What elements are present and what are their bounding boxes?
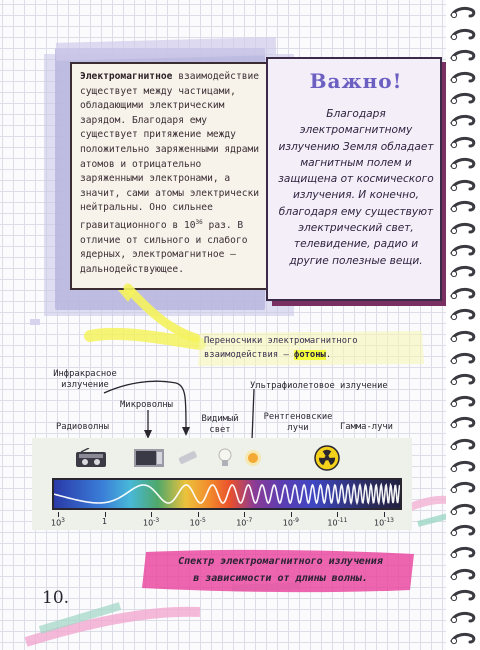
label-ultraviolet: Ультрафиолетовое излучение bbox=[250, 381, 388, 391]
spiral-coil bbox=[450, 136, 476, 150]
page-number: 10. bbox=[42, 588, 70, 608]
important-title: Важно! bbox=[309, 69, 403, 93]
spectrum-tick-label: $10^{-5}$ bbox=[189, 517, 206, 528]
spiral-coil bbox=[450, 49, 476, 63]
spiral-coil bbox=[450, 460, 476, 474]
spectrum-tick-label: $10^{-9}$ bbox=[282, 517, 299, 528]
spiral-coil bbox=[450, 265, 476, 279]
spiral-coil bbox=[450, 546, 476, 560]
spectrum-tick-label: 1 bbox=[102, 517, 108, 526]
spiral-coil bbox=[450, 6, 476, 20]
spiral-coil bbox=[450, 157, 476, 171]
spiral-coil bbox=[450, 589, 476, 603]
spiral-coil bbox=[450, 568, 476, 582]
spiral-coil bbox=[450, 632, 476, 646]
spectrum-tick-label: $10^{-7}$ bbox=[236, 517, 253, 528]
label-gamma: Гамма-лучи bbox=[340, 422, 393, 432]
spectrum-tick-label: $10^3$ bbox=[50, 517, 65, 528]
spiral-coil bbox=[450, 222, 476, 236]
spiral-coil bbox=[450, 481, 476, 495]
important-text: Благодаря электромагнитному излучению Земля обладает магнитным полем и защищена от космического излучения. И конечно, благодаря ему существуют электрический свет, телевидение, радио и другие полезные вещи. bbox=[278, 108, 434, 267]
spectrum-caption bbox=[148, 553, 413, 587]
definition-body-end: раз. В отличие от сильного и слабого ядерных, электромагнитное – дальнодействующее. bbox=[80, 220, 248, 275]
spiral-coil bbox=[450, 373, 476, 387]
spectrum-tick-label: $10^{-3}$ bbox=[143, 517, 160, 528]
spiral-coil bbox=[450, 200, 476, 214]
callout-text: Переносчики электромагнитного взаимодействия – bbox=[204, 336, 358, 360]
microwave-oven-icon bbox=[132, 443, 166, 473]
spiral-coil bbox=[450, 71, 476, 85]
spiral-coil bbox=[450, 244, 476, 258]
spiral-coil bbox=[450, 28, 476, 42]
spiral-coil bbox=[450, 92, 476, 106]
spiral-coil bbox=[450, 503, 476, 517]
spiral-coil bbox=[450, 114, 476, 128]
label-xray: Рентгеновские лучи bbox=[263, 412, 333, 433]
label-radio: Радиоволны bbox=[56, 422, 109, 432]
spiral-coil bbox=[450, 179, 476, 193]
remote-control-icon bbox=[176, 443, 200, 473]
spiral-binding bbox=[446, 0, 480, 650]
spiral-coil bbox=[450, 308, 476, 322]
spectrum-tick-label: $10^{-11}$ bbox=[327, 517, 348, 528]
spiral-coil bbox=[450, 352, 476, 366]
label-microwaves: Микроволны bbox=[120, 400, 173, 410]
spiral-coil bbox=[450, 330, 476, 344]
spectrum-bar bbox=[52, 478, 402, 510]
spiral-coil bbox=[450, 524, 476, 538]
callout-end: . bbox=[325, 350, 332, 360]
callout-photons: фотоны bbox=[294, 350, 326, 360]
spiral-coil bbox=[450, 611, 476, 625]
wave-line bbox=[54, 480, 400, 508]
spiral-coil bbox=[450, 395, 476, 409]
label-visible: Видимый свет bbox=[201, 414, 239, 435]
radiation-icon bbox=[312, 443, 342, 473]
light-bulb-icon bbox=[216, 443, 234, 473]
spiral-coil bbox=[450, 287, 476, 301]
caption-line2: в зависимости от длины волны. bbox=[193, 573, 368, 584]
definition-body: взаимодействие существует между частицами, обладающими электрическим зарядом. Благодаря ему существует притяжение между положительно заряженными ядрами атомов и отрицательно заряженными электронами, а значит, сами атомы электрически нейтральны. Оно сильнее гравитационного в 10 bbox=[80, 71, 260, 232]
label-infrared: Инфракрасное излучение bbox=[53, 369, 117, 390]
spiral-coil bbox=[450, 438, 476, 452]
radio-icon bbox=[74, 443, 108, 473]
spectrum-tick-label: $10^{-13}$ bbox=[374, 517, 394, 528]
spiral-coil bbox=[450, 416, 476, 430]
spectrum-icons bbox=[36, 443, 406, 475]
definition-exponent: 36 bbox=[195, 218, 203, 226]
sun-icon bbox=[242, 443, 264, 473]
caption-line1: Спектр электромагнитного излучения bbox=[178, 556, 383, 567]
definition-term: Электромагнитное bbox=[80, 71, 173, 82]
